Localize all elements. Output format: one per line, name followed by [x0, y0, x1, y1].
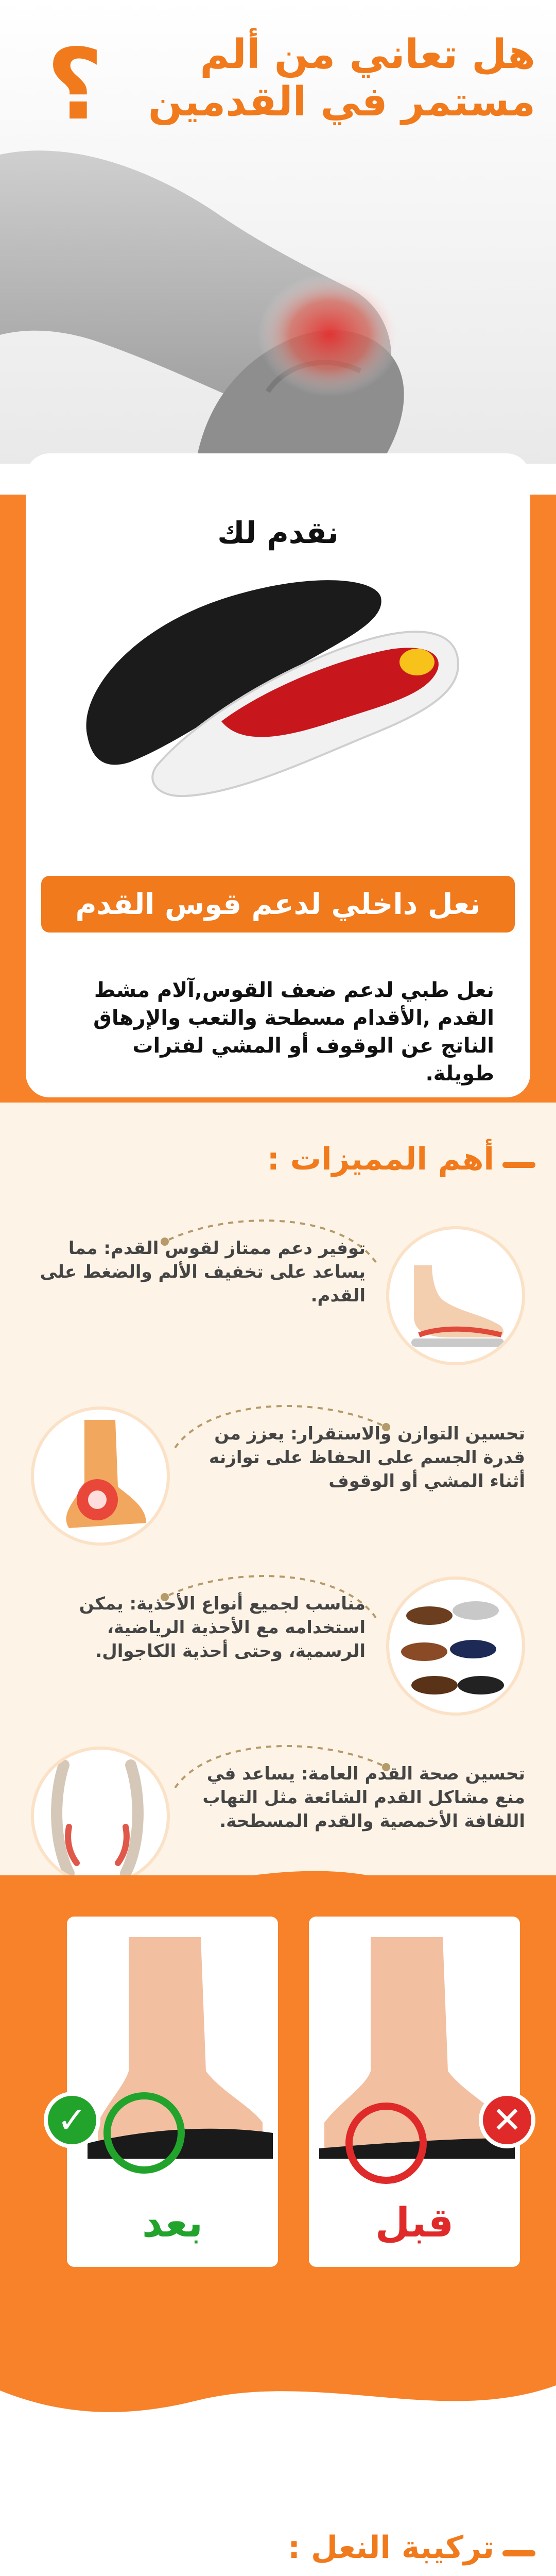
feature-1-image: [386, 1226, 525, 1365]
feature-3-text: مناسب لجميع أنواع الأحذية: يمكن استخدامه مع الأحذية الرياضية، الرسمية، وحتى أحذية الكاجوال.: [79, 1594, 366, 1662]
hero-title-line2: مستمر في القدمين: [148, 79, 535, 125]
after-card: [67, 1917, 278, 2267]
after-label: بعد: [142, 2200, 203, 2246]
shoes-icon: [386, 1580, 522, 1716]
insole-product-image: [67, 567, 479, 804]
features-heading: أهم المميزات :: [267, 1141, 494, 1177]
heel-pain-icon: [31, 1410, 167, 1546]
check-icon: ✓: [44, 2092, 100, 2148]
feature-1-text: توفير دعم ممتاز لقوس القدم: مما يساعد على تخفيف الألم والضغط على القدم.: [40, 1238, 366, 1306]
feature-2-image: [31, 1406, 170, 1546]
product-description: نعل طبي لدعم ضعف القوس,آلام مشط القدم ,الأقدام مسطحة والتعب والإرهاق الناتج عن الوقوف أو المشي لفترات طويلة.: [93, 978, 494, 1086]
composition-heading: تركيبة النعل :: [288, 2530, 494, 2566]
hero-title-line1: هل تعاني من ألم: [200, 31, 535, 78]
cross-icon: ✕: [479, 2092, 535, 2148]
feature-3-image: [386, 1577, 525, 1716]
offer-heading: نقدم لك: [217, 515, 339, 550]
composition-heading-bar: [502, 2550, 535, 2556]
feature-2-text: تحسين التوازن والاستقرار: يعزز من قدرة الجسم على الحفاظ على توازنه أثناء المشي أو الوقوف: [208, 1423, 525, 1492]
before-card: [309, 1917, 520, 2267]
hero-title: [134, 31, 535, 126]
hero-section: [0, 0, 556, 464]
foot-arch-icon: [386, 1229, 522, 1365]
question-mark: ؟: [46, 28, 103, 142]
before-label: قبل: [375, 2200, 454, 2246]
product-name-banner: نعل داخلي لدعم قوس القدم: [41, 876, 515, 933]
composition-wave: [0, 2339, 556, 2432]
features-heading-bar: [502, 1162, 535, 1168]
heel-cushion-icon: [399, 649, 435, 675]
feature-4-text: تحسين صحة القدم العامة: يساعد في منع مشاكل القدم الشائعة مثل التهاب اللفافة الأخمصية والقدم المسطحة.: [202, 1764, 525, 1832]
